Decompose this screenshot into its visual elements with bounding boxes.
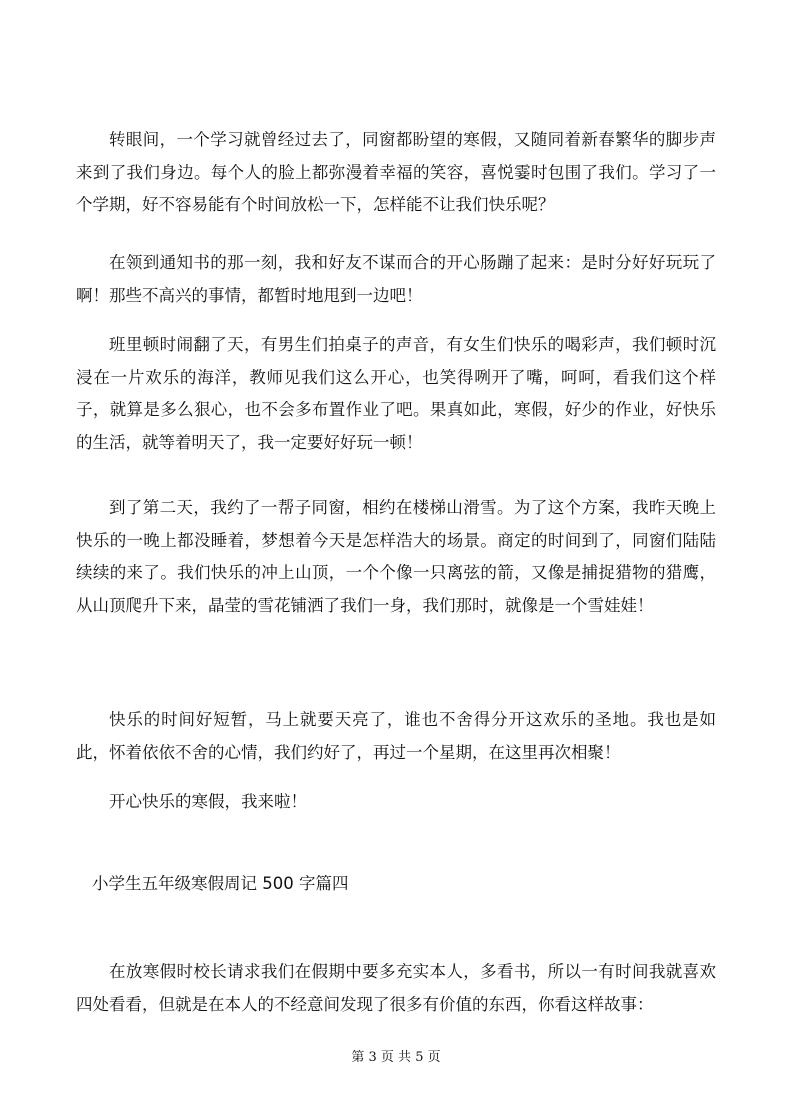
body-paragraph-6: 开心快乐的寒假，我来啦！ (109, 792, 307, 811)
section-paragraph: 在放寒假时校长请求我们在假期中要多充实本人，多看书，所以一有时间我就喜欢四处看看，但就是在本人的不经意间发现了很多有价值的东西，你看这样故事： (76, 962, 716, 1014)
page-footer: 第 3 页 共 5 页 (351, 1050, 441, 1065)
section-heading: 小学生五年级寒假周记 500 字篇四 (92, 874, 349, 893)
body-paragraph-5: 快乐的时间好短暂，马上就要天亮了，谁也不舍得分开这欢乐的圣地。我也是如此，怀着依依不舍的心情，我们约好了，再过一个星期，在这里再次相聚！ (76, 710, 716, 762)
body-paragraph-2: 在领到通知书的那一刻，我和好友不谋而合的开心肠蹦了起来：是时分好好玩玩了啊！那些不高兴的事情，都暂时地甩到一边吧！ (76, 253, 716, 305)
body-paragraph-1: 转眼间，一个学习就曾经过去了，同窗都盼望的寒假，又随同着新春繁华的脚步声来到了我们身边。每个人的脸上都弥漫着幸福的笑容，喜悦霎时包围了我们。学习了一个学期，好不容易能有个时间放松一下，怎样能不让我们快乐呢？ (76, 130, 716, 214)
body-paragraph-4: 到了第二天，我约了一帮子同窗，相约在楼梯山滑雪。为了这个方案，我昨天晚上快乐的一晚上都没睡着，梦想着今天是怎样浩大的场景。商定的时间到了，同窗们陆陆续续的来了。我们快乐的冲上山顶，一个个像一只离弦的箭，又像是捕捉猎物的猎鹰，从山顶爬升下来，晶莹的雪花铺洒了我们一身，我们那时，就像是一个雪娃娃！ (76, 498, 716, 615)
body-paragraph-3: 班里顿时闹翻了天，有男生们拍桌子的声音，有女生们快乐的喝彩声，我们顿时沉浸在一片欢乐的海洋，教师见我们这么开心，也笑得咧开了嘴，呵呵，看我们这个样子，就算是多么狠心，也不会多布置作业了吧。果真如此，寒假，好少的作业，好快乐的生活，就等着明天了，我一定要好好玩一顿！ (76, 335, 716, 452)
